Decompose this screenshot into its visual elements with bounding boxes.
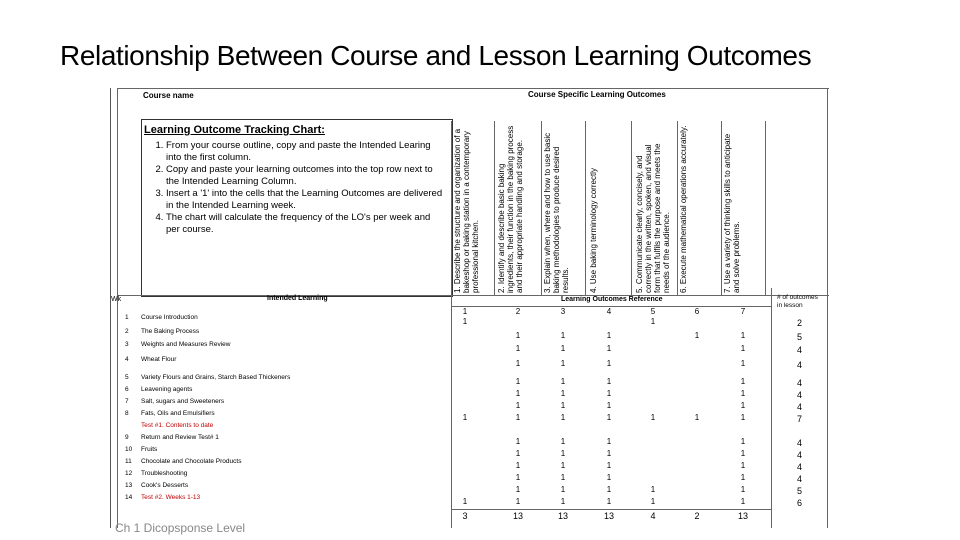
column-number: 1	[462, 307, 468, 316]
grid-line	[541, 121, 542, 295]
week-number: 13	[125, 482, 133, 489]
grid-line	[765, 121, 766, 295]
column-number: 7	[740, 307, 746, 316]
outcome-mark-cell: 1	[740, 359, 746, 368]
outcome-mark-cell: 1	[515, 344, 521, 353]
lesson-frequency: 4	[797, 474, 803, 484]
outcome-mark-cell: 1	[694, 413, 700, 422]
week-number: 6	[125, 386, 129, 393]
outcome-mark-cell: 1	[606, 473, 612, 482]
week-number: 9	[125, 434, 129, 441]
intended-learning-topic: Fruits	[141, 446, 158, 453]
learning-outcome-spreadsheet	[110, 88, 829, 528]
week-number: 7	[125, 398, 129, 405]
outcome-mark-cell: 1	[740, 389, 746, 398]
grid-line	[451, 509, 771, 510]
week-number: 11	[125, 458, 132, 465]
outcome-mark-cell: 1	[694, 331, 700, 340]
outcome-mark-cell: 1	[740, 331, 746, 340]
grid-line	[117, 88, 829, 89]
outcome-header-1: 1. Describe the structure and organization of a bakeshop or baking station in a contemporary professional kitchen.	[453, 128, 480, 293]
outcome-mark-cell: 1	[515, 401, 521, 410]
lesson-frequency: 5	[797, 332, 803, 342]
outcome-mark-cell: 1	[560, 389, 566, 398]
outcome-header-3: 3. Explain when, where and how to use basic baking methodologies to produce desired results.	[543, 132, 570, 293]
course-name-label: Course name	[143, 91, 194, 100]
column-number: 4	[606, 307, 612, 316]
outcome-mark-cell: 1	[606, 331, 612, 340]
outcome-mark-cell: 1	[606, 449, 612, 458]
week-number: 4	[125, 356, 129, 363]
outcome-mark-cell: 1	[515, 377, 521, 386]
intended-learning-topic: Chocolate and Chocolate Products	[141, 458, 242, 465]
intended-learning-topic: Fats, Oils and Emulsifiers	[141, 410, 215, 417]
outcome-header-5: 5. Communicate clearly, concisely, and correctly in the written, spoken, and visual form that fulfils the purpose and meets the needs of the audience.	[635, 143, 671, 293]
outcome-mark-cell: 1	[740, 413, 746, 422]
lesson-frequency: 6	[797, 498, 803, 508]
lesson-frequency: 4	[797, 462, 803, 472]
intended-learning-topic: Course Introduction	[141, 314, 198, 321]
outcome-mark-cell: 1	[606, 359, 612, 368]
clo-header: Course Specific Learning Outcomes	[528, 90, 666, 99]
outcome-header-7: 7. Use a variety of thinking skills to anticipate and solve problems.	[723, 133, 741, 293]
lesson-frequency: 7	[797, 414, 803, 424]
lesson-frequency: 4	[797, 345, 803, 355]
total-cell: 4	[650, 511, 656, 521]
grid-line	[117, 88, 118, 528]
outcome-header-4: 4. Use baking terminology correctly	[589, 168, 598, 293]
intended-learning-topic: Variety Flours and Grains, Starch Based Thickeners	[141, 374, 291, 381]
outcome-mark-cell: 1	[560, 344, 566, 353]
outcome-mark-cell: 1	[606, 437, 612, 446]
total-cell: 3	[462, 511, 468, 521]
outcome-mark-cell: 1	[560, 473, 566, 482]
outcome-mark-cell: 1	[606, 461, 612, 470]
lesson-frequency: 4	[797, 438, 803, 448]
outcome-mark-cell: 1	[515, 473, 521, 482]
outcome-mark-cell: 1	[740, 401, 746, 410]
total-cell: 13	[603, 511, 614, 521]
outcome-mark-cell: 1	[462, 413, 468, 422]
outcome-mark-cell: 1	[560, 359, 566, 368]
grid-line	[827, 88, 828, 528]
outcome-mark-cell: 1	[606, 377, 612, 386]
outcome-mark-cell: 1	[606, 485, 612, 494]
instruction-item: 4. The chart will calculate the frequency of the LO's per week and per course.	[166, 212, 446, 235]
outcome-mark-cell: 1	[560, 331, 566, 340]
outcome-mark-cell: 1	[560, 437, 566, 446]
intended-learning-topic: Cook's Desserts	[141, 482, 189, 489]
outcome-header-2: 2. Identify and describe basic baking ingredients, their function in the baking process and their appropriate handling and storage.	[497, 125, 524, 293]
grid-line	[721, 121, 722, 295]
outcome-mark-cell: 1	[606, 389, 612, 398]
outcome-mark-cell: 1	[740, 377, 746, 386]
column-number: 5	[650, 307, 656, 316]
wk-label: Wk	[111, 296, 122, 303]
footer-caption: Ch 1 Dicopsponse Level	[115, 521, 246, 535]
column-number: 3	[560, 307, 566, 316]
tracking-chart-title: Learning Outcome Tracking Chart:	[144, 124, 325, 136]
outcome-mark-cell: 1	[606, 344, 612, 353]
outcome-mark-cell: 1	[462, 497, 468, 506]
frequency-label: # of outcomes in lesson	[777, 294, 818, 309]
week-number: 1	[125, 314, 129, 321]
total-cell: 2	[694, 511, 700, 521]
outcome-mark-cell: 1	[515, 389, 521, 398]
lo-reference-label: Learning Outcomes Reference	[561, 296, 663, 303]
outcome-mark-cell: 1	[560, 449, 566, 458]
outcome-mark-cell: 1	[560, 461, 566, 470]
outcome-mark-cell: 1	[515, 461, 521, 470]
outcome-mark-cell: 1	[740, 344, 746, 353]
instruction-item: 1. From your course outline, copy and paste the Intended Learing into the first column.	[166, 140, 446, 163]
lesson-frequency: 2	[797, 318, 803, 328]
outcome-mark-cell: 1	[515, 359, 521, 368]
grid-line	[585, 121, 586, 295]
intended-learning-topic: Test #1. Contents to date	[141, 422, 214, 429]
lesson-frequency: 4	[797, 360, 803, 370]
outcome-mark-cell: 1	[650, 317, 656, 326]
grid-line	[677, 121, 678, 295]
grid-line	[771, 288, 772, 528]
lesson-frequency: 4	[797, 378, 803, 388]
intended-learning-topic: The Baking Process	[141, 328, 200, 335]
outcome-mark-cell: 1	[606, 497, 612, 506]
outcome-mark-cell: 1	[650, 413, 656, 422]
outcome-mark-cell: 1	[606, 413, 612, 422]
week-number: 12	[125, 470, 133, 477]
outcome-mark-cell: 1	[560, 413, 566, 422]
intended-learning-topic: Test #2. Weeks 1-13	[141, 494, 201, 501]
lesson-frequency: 4	[797, 390, 803, 400]
outcome-mark-cell: 1	[740, 473, 746, 482]
instructions-list	[148, 140, 446, 236]
outcome-header-6: 6. Execute mathematical operations accurately.	[679, 125, 688, 293]
outcome-mark-cell: 1	[740, 461, 746, 470]
grid-line	[451, 121, 452, 295]
outcome-mark-cell: 1	[740, 497, 746, 506]
slide-title: Relationship Between Course and Lesson Learning Outcomes	[60, 40, 812, 71]
outcome-mark-cell: 1	[560, 377, 566, 386]
total-cell: 13	[512, 511, 523, 521]
outcome-mark-cell: 1	[515, 331, 521, 340]
outcome-mark-cell: 1	[462, 317, 468, 326]
instruction-item: 2. Copy and paste your learning outcomes into the top row next to the Intended Learning Column.	[166, 164, 446, 187]
lesson-frequency: 5	[797, 486, 803, 496]
grid-line	[631, 121, 632, 295]
intended-learning-topic: Leavening agents	[141, 386, 193, 393]
outcome-mark-cell: 1	[515, 497, 521, 506]
grid-line	[117, 295, 829, 296]
outcome-mark-cell: 1	[515, 437, 521, 446]
outcome-mark-cell: 1	[560, 497, 566, 506]
intended-learning-topic: Weights and Measures Review	[141, 341, 231, 348]
intended-learning-topic: Wheat Flour	[141, 356, 177, 363]
outcome-mark-cell: 1	[740, 485, 746, 494]
total-cell: 13	[557, 511, 568, 521]
outcome-mark-cell: 1	[740, 437, 746, 446]
intended-learning-topic: Salt, sugars and Sweeteners	[141, 398, 225, 405]
week-number: 10	[125, 446, 133, 453]
outcome-mark-cell: 1	[515, 485, 521, 494]
instructions-box	[141, 119, 453, 297]
instruction-item: 3. Insert a '1' into the cells that the Learning Outcomes are delivered in the Intended Learning week.	[166, 188, 446, 211]
lesson-frequency: 4	[797, 450, 803, 460]
week-number: 5	[125, 374, 129, 381]
outcome-mark-cell: 1	[560, 401, 566, 410]
outcome-mark-cell: 1	[740, 449, 746, 458]
intended-learning-label: Intended Learning	[267, 295, 328, 302]
week-number: 3	[125, 341, 129, 348]
column-number: 6	[694, 307, 700, 316]
lesson-frequency: 4	[797, 402, 803, 412]
grid-line	[451, 295, 452, 528]
outcome-mark-cell: 1	[515, 449, 521, 458]
column-number: 2	[515, 307, 521, 316]
week-number: 14	[125, 494, 133, 501]
outcome-mark-cell: 1	[650, 485, 656, 494]
outcome-mark-cell: 1	[515, 413, 521, 422]
grid-line	[494, 121, 495, 295]
outcome-mark-cell: 1	[560, 485, 566, 494]
intended-learning-topic: Return and Review Test# 1	[141, 434, 219, 441]
total-cell: 13	[737, 511, 748, 521]
outcome-mark-cell: 1	[606, 401, 612, 410]
week-number: 8	[125, 410, 129, 417]
week-number: 2	[125, 328, 129, 335]
intended-learning-topic: Troubleshooting	[141, 470, 188, 477]
outcome-mark-cell: 1	[650, 497, 656, 506]
